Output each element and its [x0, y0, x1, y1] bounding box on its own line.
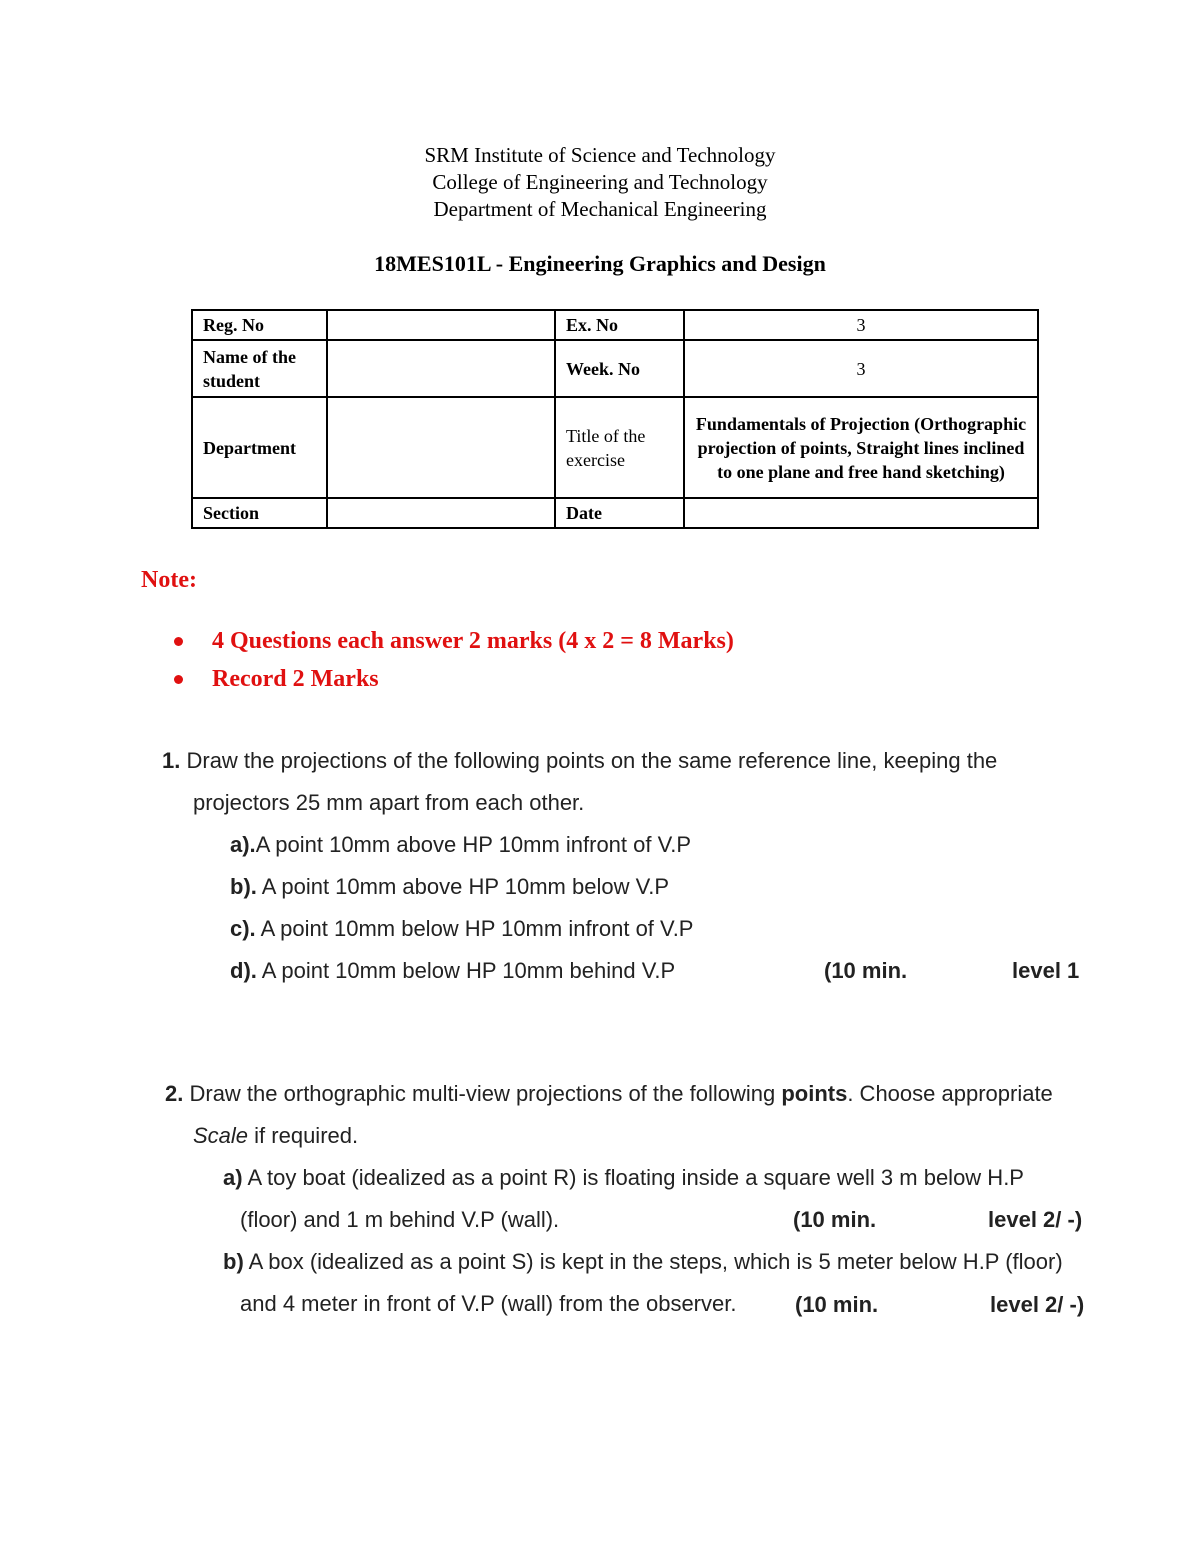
question-1	[162, 740, 1092, 992]
question-1-part-b: b). A point 10mm above HP 10mm below V.P	[230, 874, 670, 899]
question-1-part-c: c). A point 10mm below HP 10mm infront of V.P	[230, 916, 694, 941]
college-name: College of Engineering and Technology	[432, 170, 768, 194]
date-value	[684, 498, 1038, 528]
question-1-part-a: a).A point 10mm above HP 10mm infront of V.P	[230, 832, 692, 857]
question-1-number: 1.	[162, 748, 181, 773]
question-2-line1: 2. Draw the orthographic multi-view projections of the following points. Choose appropriate	[165, 1081, 1053, 1106]
section-value	[327, 498, 555, 528]
question-1-level: level 1	[1012, 958, 1080, 983]
reg-no-value	[327, 310, 555, 340]
exercise-title-value: Fundamentals of Projection (Orthographic projection of points, Straight lines inclined to one plane and free hand sketching)	[684, 397, 1038, 498]
ex-no-value: 3	[684, 310, 1038, 340]
question-1-time: (10 min.	[824, 958, 908, 983]
question-2-part-b: b) A box (idealized as a point S) is kept in the steps, which is 5 meter below H.P (floor)	[223, 1249, 1063, 1274]
student-name-label: Name of the student	[192, 340, 327, 397]
week-no-label: Week. No	[555, 340, 684, 397]
week-no-value: 3	[684, 340, 1038, 397]
question-2a-time: (10 min.	[793, 1207, 877, 1232]
question-2-part-a-line2: (floor) and 1 m behind V.P (wall).	[240, 1207, 560, 1232]
department-value	[327, 397, 555, 498]
question-2-part-a: a) A toy boat (idealized as a point R) is floating inside a square well 3 m below H.P	[223, 1165, 1024, 1190]
course-title: 18MES101L - Engineering Graphics and Design	[374, 251, 826, 276]
reg-no-label: Reg. No	[192, 310, 327, 340]
question-2-part-b-line2: and 4 meter in front of V.P (wall) from the observer.	[240, 1291, 737, 1316]
question-2-number: 2.	[165, 1081, 184, 1106]
section-label: Section	[192, 498, 327, 528]
question-2b-level: level 2/ -)	[990, 1292, 1085, 1317]
student-name-value	[327, 340, 555, 397]
institute-name: SRM Institute of Science and Technology	[424, 143, 776, 167]
date-label: Date	[555, 498, 684, 528]
question-2b-time: (10 min.	[795, 1292, 879, 1317]
department-name: Department of Mechanical Engineering	[433, 197, 767, 221]
note-item: Record 2 Marks	[170, 660, 734, 698]
note-item: 4 Questions each answer 2 marks (4 x 2 = 8 Marks)	[170, 622, 734, 660]
ex-no-label: Ex. No	[555, 310, 684, 340]
question-2-line2: Scale if required.	[193, 1123, 359, 1148]
note-list	[170, 622, 734, 698]
student-info-table	[191, 309, 1039, 529]
bullet-icon	[174, 637, 183, 646]
department-label: Department	[192, 397, 327, 498]
question-1-line2: projectors 25 mm apart from each other.	[193, 790, 585, 815]
question-1-line1: 1. Draw the projections of the following points on the same reference line, keeping the	[162, 748, 998, 773]
question-1-part-d: d). A point 10mm below HP 10mm behind V.P	[230, 958, 676, 983]
question-2a-level: level 2/ -)	[988, 1207, 1083, 1232]
note-heading: Note:	[141, 567, 197, 593]
document-header	[0, 142, 1200, 223]
exercise-title-label: Title of the exercise	[555, 397, 684, 498]
question-2	[165, 1073, 1095, 1325]
bullet-icon	[174, 675, 183, 684]
